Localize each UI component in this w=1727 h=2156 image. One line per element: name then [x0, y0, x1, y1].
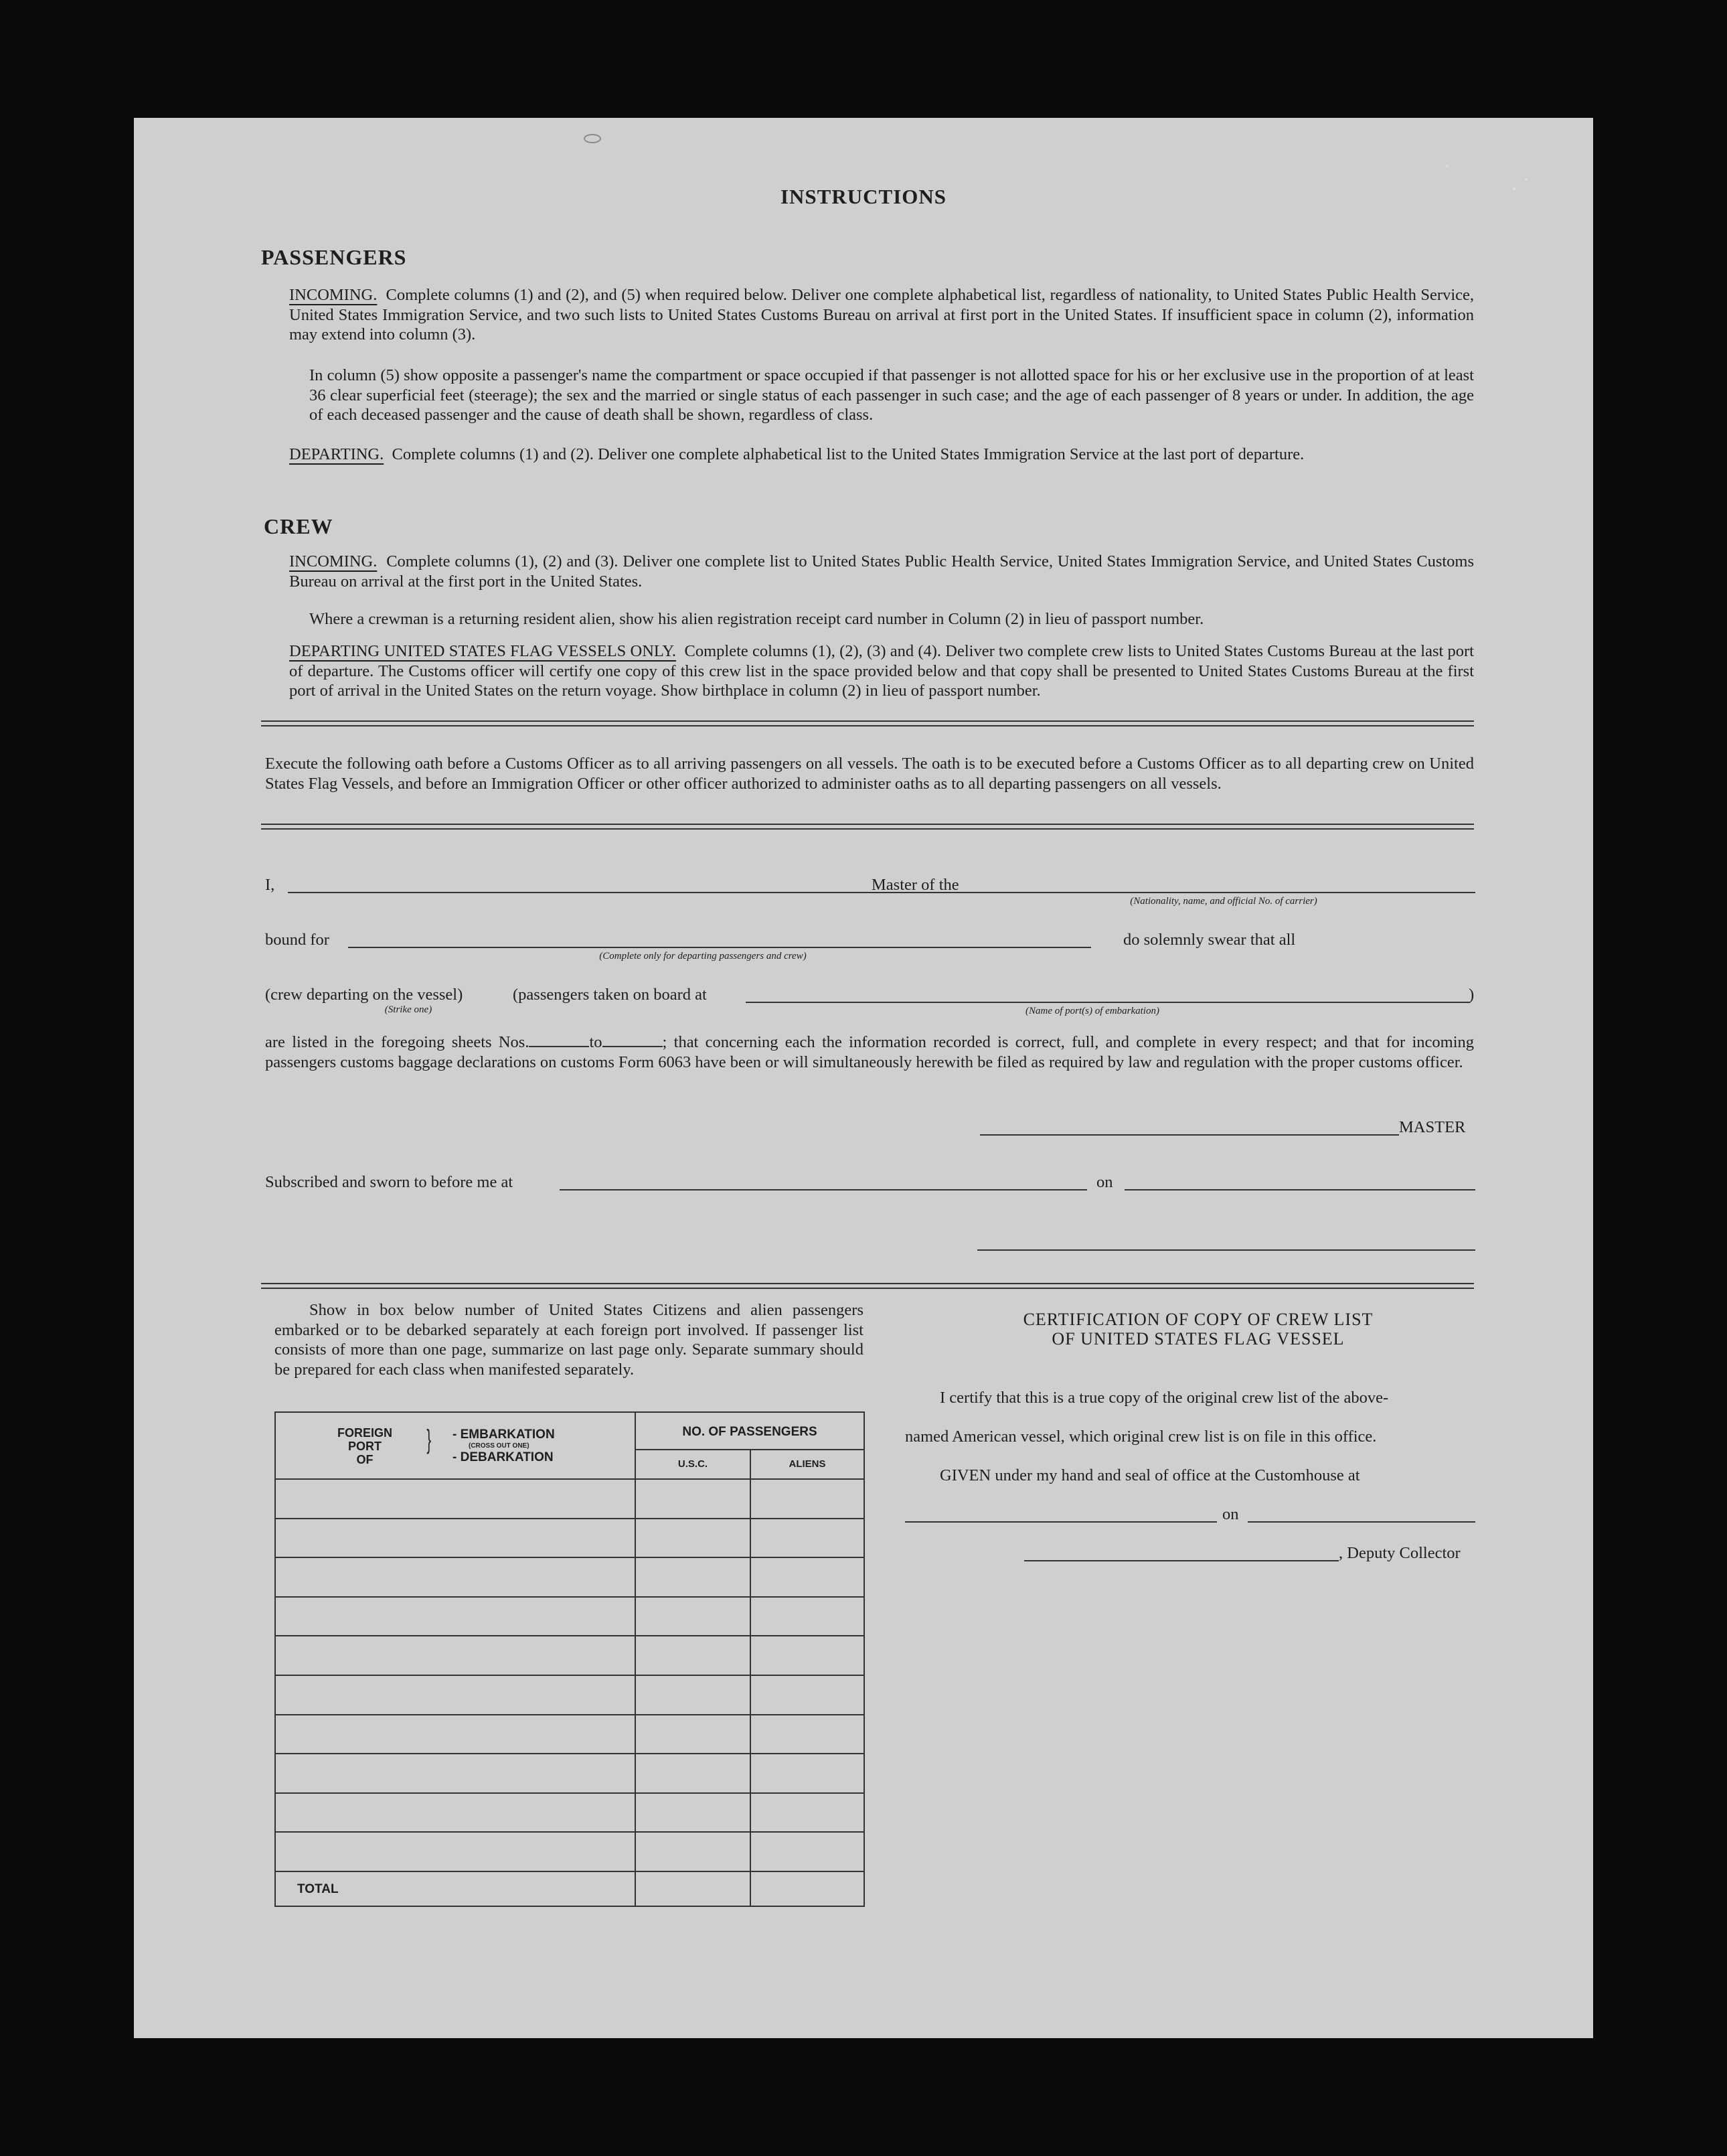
cert-line2: named American vessel, which original crew list is on file in this office.	[905, 1428, 1377, 1446]
sworn-on-label: on	[1096, 1173, 1113, 1191]
crew-departing-paragraph	[289, 641, 1474, 701]
port-of-label	[321, 1426, 408, 1466]
usc-header: U.S.C.	[677, 1458, 708, 1470]
table-hline	[274, 1478, 863, 1480]
cert-on-label: on	[1222, 1505, 1239, 1523]
table-row-line	[274, 1792, 863, 1794]
brace-icon: }	[426, 1425, 432, 1454]
officer-signature-field[interactable]	[977, 1249, 1475, 1251]
cross-out-caption: (CROSS OUT ONE)	[469, 1442, 529, 1450]
table-row-line	[274, 1753, 863, 1754]
table-row-line	[274, 1831, 863, 1833]
speck	[1525, 178, 1528, 181]
sheet-from-field[interactable]	[529, 1046, 589, 1047]
debarkation-option[interactable]: - DEBARKATION	[453, 1450, 554, 1464]
total-label: TOTAL	[297, 1882, 339, 1896]
listed-post-text: ; that concerning each the information recorded is correct, full, and complete in every respect; and	[662, 1033, 1348, 1051]
table-row-line	[274, 1871, 863, 1872]
port-line-3: OF	[356, 1453, 374, 1466]
summary-instructions: Show in box below number of United States Citizens and alien passengers embarked or to be debarked separately at each foreign port involved. If passenger list consists of more than one page, summarize on last page only. Separate summary should be prepared for each class when manifested separately.	[274, 1301, 863, 1379]
double-rule	[261, 720, 1474, 726]
crew-departing-label: DEPARTING UNITED STATES FLAG VESSELS ONLY.	[289, 642, 677, 660]
swear-label: do solemnly swear that all	[1123, 931, 1296, 949]
passengers-departing-label: DEPARTING.	[289, 445, 384, 463]
passengers-column5-paragraph: In column (5) show opposite a passenger's name the compartment or space occupied if that passenger is not allotted space for his or her exclusive use in the proportion of at least 36 clear superficial feet (steerage); the sex and the married or single status of each passenger in such case; and the age of each passenger of 8 years or under. In addition, the age of each deceased passenger and the cause of death shall be shown, regardless of class.	[309, 366, 1474, 424]
table-row-line	[274, 1518, 863, 1519]
page-title: INSTRUCTIONS	[780, 185, 947, 208]
table-row-line	[274, 1596, 863, 1598]
sworn-date-field[interactable]	[1125, 1189, 1475, 1190]
master-of-label: Master of the	[872, 876, 959, 894]
passengers-incoming-paragraph	[289, 285, 1474, 345]
double-rule	[261, 824, 1474, 830]
listed-to-text: to	[589, 1033, 602, 1051]
listed-rest-text: that for incoming passengers customs baggage declarations on customs Form 6063 have been or will simultaneously herewith be filed as required by law and regulation with the proper customs officer.	[265, 1033, 1475, 1071]
oath-i-label: I,	[265, 876, 275, 894]
deputy-collector-label: , Deputy Collector	[1339, 1544, 1461, 1562]
passengers-departing-text: Complete columns (1) and (2). Deliver one complete alphabetical list to the United States Immigration Service at the last port of departure.	[392, 445, 1305, 463]
passengers-departing-paragraph	[289, 445, 1474, 465]
bound-caption: (Complete only for departing passengers and crew)	[599, 951, 807, 961]
passengers-incoming-label: INCOMING.	[289, 286, 378, 304]
ports-caption: (Name of port(s) of embarkation)	[1025, 1006, 1159, 1016]
bound-for-field[interactable]	[348, 947, 1091, 948]
aliens-header: ALIENS	[789, 1458, 826, 1470]
oath-instructions: Execute the following oath before a Customs Officer as to all arriving passengers on all vessels. The oath is to be executed before a Customs Officer as to all departing crew on United States Flag Vessels, and before an Immigration Officer or other officer authorized to administer oaths as to all departing passengers on all vessels.	[265, 755, 1474, 793]
crew-departing-option: (crew departing on the vessel)	[265, 986, 463, 1004]
passengers-incoming-text: Complete columns (1) and (2), and (5) when required below. Deliver one complete alphabetical list, regardless of nationality, to United States Public Health Service, United States Immigration Service, and two such lists to United States Customs Bureau on arrival at first port in the United States. If insufficient space in column (2), information may extend into column (3).	[289, 286, 1475, 343]
certification-title	[977, 1310, 1419, 1349]
cert-date-field[interactable]	[1248, 1521, 1475, 1523]
no-of-passengers-header: NO. OF PASSENGERS	[682, 1425, 817, 1439]
customhouse-field[interactable]	[905, 1521, 1217, 1523]
embarkation-option[interactable]: - EMBARKATION	[453, 1428, 555, 1442]
carrier-caption: (Nationality, name, and official No. of carrier)	[1130, 896, 1317, 907]
subscribed-label: Subscribed and sworn to before me at	[265, 1173, 513, 1191]
cert-line1: I certify that this is a true copy of the original crew list of the above-	[940, 1389, 1389, 1407]
crew-heading: CREW	[264, 514, 333, 538]
oath-listed-paragraph	[265, 1032, 1474, 1072]
table-row-line	[274, 1557, 863, 1558]
form-sheet	[134, 118, 1593, 2038]
speck	[1446, 165, 1449, 167]
carrier-field[interactable]	[976, 892, 1475, 893]
close-paren: )	[1469, 986, 1475, 1004]
passengers-taken-option: (passengers taken on board at	[513, 986, 707, 1004]
crew-resident-paragraph: Where a crewman is a returning resident alien, show his alien registration receipt card number in Column (2) in lieu of passport number.	[309, 610, 1204, 628]
crew-incoming-paragraph	[289, 552, 1474, 591]
cert-line3: GIVEN under my hand and seal of office at the Customhouse at	[940, 1466, 1360, 1484]
crew-incoming-text: Complete columns (1), (2) and (3). Deliver one complete list to United States Public Health Service, United States Immigration Service, and United States Customs Bureau on arrival at the first port in the United States.	[289, 552, 1475, 591]
sheet-to-field[interactable]	[602, 1046, 663, 1047]
paper-mark	[584, 134, 601, 143]
cert-title-line2: OF UNITED STATES FLAG VESSEL	[1052, 1329, 1345, 1349]
strike-caption: (Strike one)	[384, 1004, 432, 1015]
embarkation-ports-field[interactable]	[746, 1002, 1470, 1003]
port-line-1: FOREIGN	[337, 1426, 392, 1440]
crew-departing-text: Complete columns (1), (2), (3) and (4). Deliver two complete crew lists to United States Customs Bureau at the last port of departure. The Customs officer will certify one copy of this crew list in the space provided below and that copy shall be presented to United States Customs Bureau at the first port of arrival in the United States on the return voyage. Show birthplace in column (2) in lieu of passport number.	[289, 642, 1474, 700]
table-row-line	[274, 1635, 863, 1636]
port-line-2: PORT	[347, 1440, 382, 1453]
deputy-signature-field[interactable]	[1024, 1560, 1339, 1561]
listed-pre-text: are listed in the foregoing sheets Nos.	[265, 1033, 529, 1051]
master-signature-field[interactable]	[980, 1134, 1399, 1136]
crew-incoming-label: INCOMING.	[289, 552, 378, 570]
table-hline	[635, 1449, 863, 1450]
master-label: MASTER	[1399, 1118, 1466, 1136]
bound-for-label: bound for	[265, 931, 329, 949]
sworn-place-field[interactable]	[560, 1189, 1087, 1190]
double-rule	[261, 1283, 1474, 1289]
passenger-summary-table	[274, 1411, 865, 1907]
table-row-line	[274, 1675, 863, 1676]
table-row-line	[274, 1714, 863, 1715]
cert-title-line1: CERTIFICATION OF COPY OF CREW LIST	[1023, 1310, 1374, 1329]
passengers-heading: PASSENGERS	[261, 245, 407, 269]
